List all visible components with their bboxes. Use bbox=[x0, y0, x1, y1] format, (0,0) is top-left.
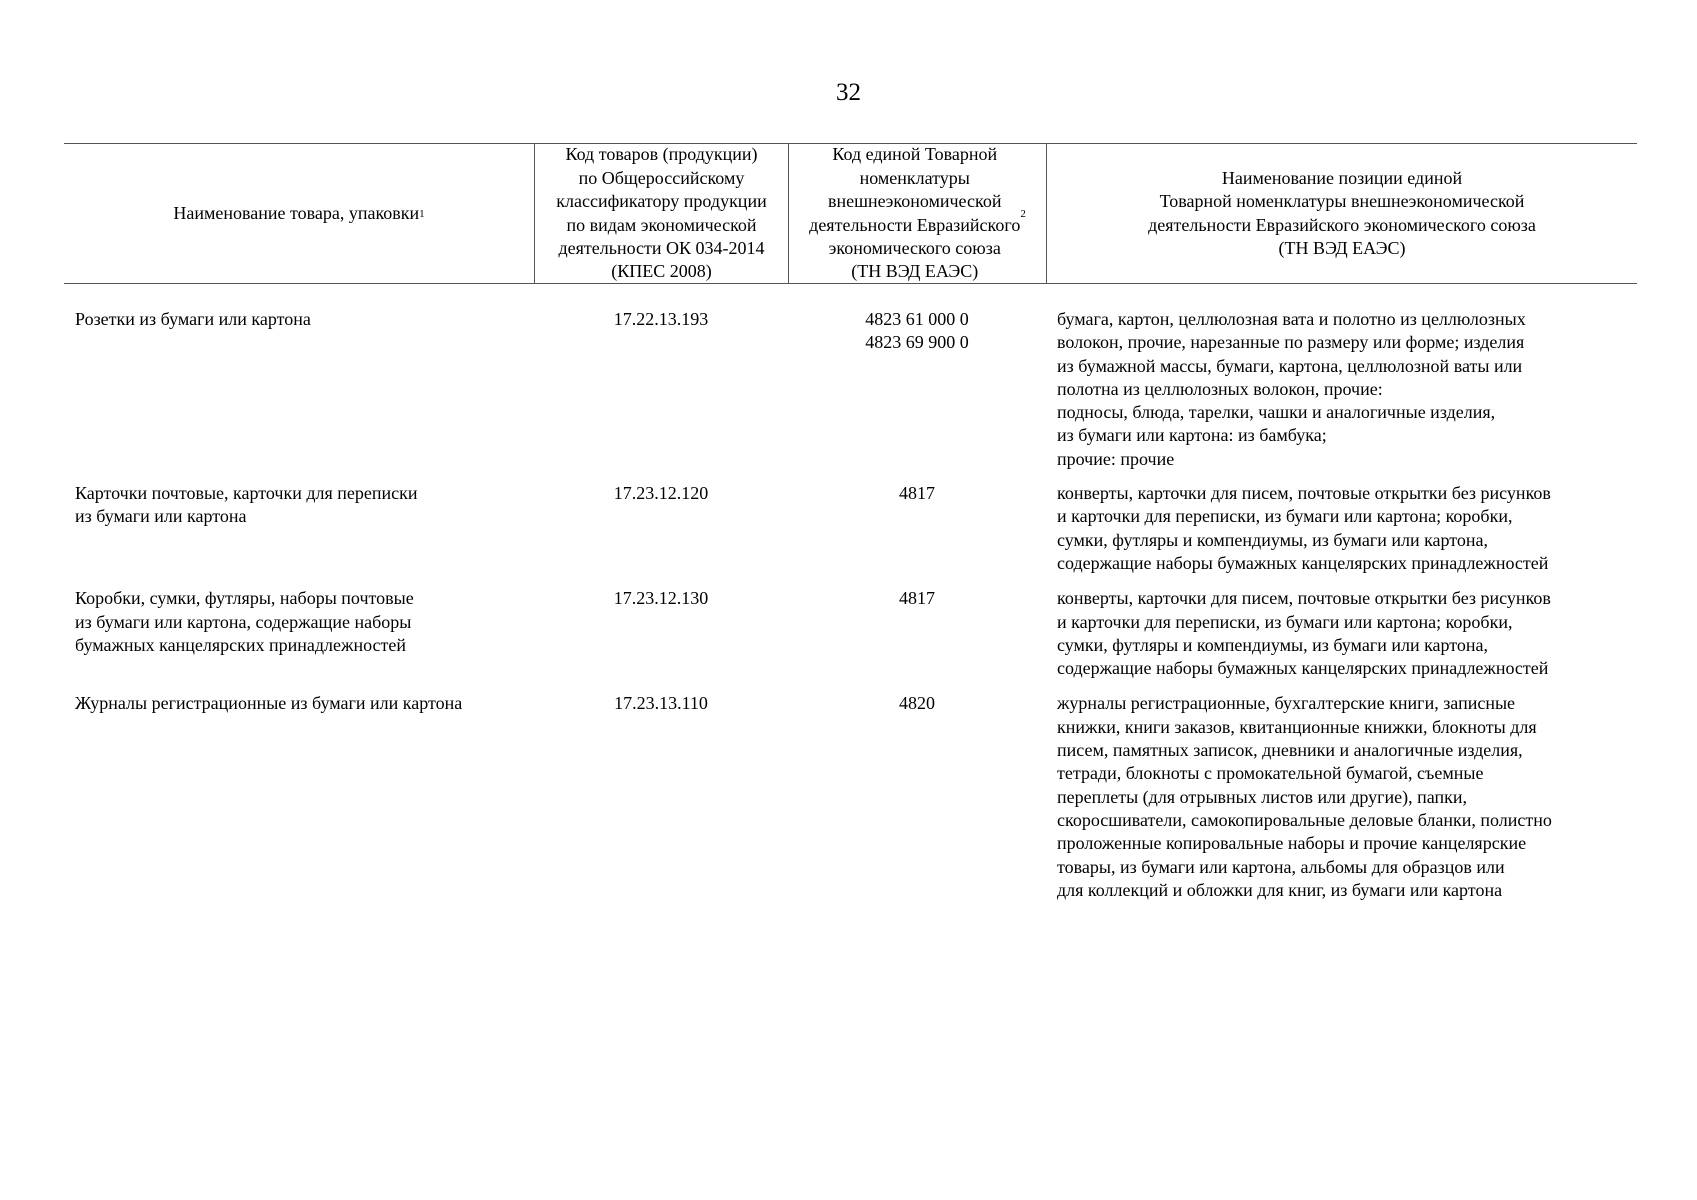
tnved-name-cell: журналы регистрационные, бухгалтерские книги, записные книжки, книги заказов, квитанционные книжки, блокноты для писем, памятных записок, дневники и аналогичные изделия, тетради, блокноты с промокательной бумагой, съемные переплеты (для отрывных листов или другие), папки, скоросшиватели, самокопировальные деловые бланки, полистно проложенные копировальные наборы и прочие канцелярские товары, из бумаги или картона, альбомы для образцов или для коллекций и обложки для книг, из бумаги или картона bbox=[1057, 693, 1552, 900]
tnved-code-cell: 4823 61 000 0 4823 69 900 0 bbox=[865, 309, 969, 353]
okpd-code-cell: 17.23.12.130 bbox=[613, 588, 709, 609]
table-row bbox=[64, 587, 1637, 680]
page-number: 32 bbox=[836, 79, 861, 106]
goods-name-cell: Розетки из бумаги или картона bbox=[75, 309, 311, 329]
header-goods-name: Наименование товара, упаковки 1 bbox=[64, 144, 534, 283]
goods-name-cell: Карточки почтовые, карточки для переписки из бумаги или картона bbox=[75, 483, 418, 527]
okpd-code-cell: 17.23.12.120 bbox=[613, 483, 709, 504]
header-tnved-code-text: Код единой Товарной номенклатуры внешнеэкономической деятельности Евразийского экономического союза (ТН ВЭД ЕАЭС) bbox=[809, 144, 1021, 282]
table-header bbox=[64, 143, 1637, 284]
header-tnved-code: Код единой Товарной номенклатуры внешнеэкономической деятельности Евразийского экономического союза (ТН ВЭД ЕАЭС) 2 bbox=[788, 144, 1046, 283]
tnved-code-cell: 4817 bbox=[899, 483, 935, 504]
goods-table bbox=[64, 143, 1637, 902]
table-row bbox=[64, 692, 1637, 902]
okpd-code-cell: 17.23.13.110 bbox=[614, 693, 708, 714]
table-row bbox=[64, 308, 1637, 471]
table-body bbox=[64, 284, 1637, 902]
goods-name-cell: Журналы регистрационные из бумаги или картона bbox=[75, 693, 463, 714]
tnved-name-cell: конверты, карточки для писем, почтовые открытки без рисунков и карточки для переписки, из бумаги или картона; коробки, сумки, футляры и компендиумы, из бумаги или картона, содержащие наборы бумажных канцелярских принадлежностей bbox=[1057, 588, 1551, 679]
header-okpd-code: Код товаров (продукции) по Общероссийскому классификатору продукции по видам экономической деятельности ОК 034-2014 (КПЕС 2008) bbox=[534, 144, 788, 283]
tnved-name-cell: конверты, карточки для писем, почтовые открытки без рисунков и карточки для переписки, из бумаги или картона; коробки, сумки, футляры и компендиумы, из бумаги или картона, содержащие наборы бумажных канцелярских принадлежностей bbox=[1057, 483, 1551, 573]
header-goods-name-text: Наименование товара, упаковки bbox=[173, 202, 420, 223]
tnved-name-cell: бумага, картон, целлюлозная вата и полотно из целлюлозных волокон, прочие, нарезанные по размеру или форме; изделия из бумажной массы, бумаги, картона, целлюлозной ваты или полотна из целлюлозных волокон, прочие: подносы, блюда, тарелки, чашки и аналогичные изделия, из бумаги или картона: из бамбука; прочие: прочие bbox=[1057, 309, 1526, 469]
tnved-code-cell: 4820 bbox=[899, 693, 935, 714]
header-tnved-name: Наименование позиции единой Товарной номенклатуры внешнеэкономической деятельности Евразийского экономического союза (ТН ВЭД ЕАЭС) bbox=[1046, 144, 1637, 283]
okpd-code-cell: 17.22.13.193 bbox=[613, 309, 709, 329]
tnved-code-cell: 4817 bbox=[899, 588, 935, 609]
table-row bbox=[64, 482, 1637, 575]
goods-name-cell: Коробки, сумки, футляры, наборы почтовые из бумаги или картона, содержащие наборы бумажных канцелярских принадлежностей bbox=[75, 588, 414, 655]
